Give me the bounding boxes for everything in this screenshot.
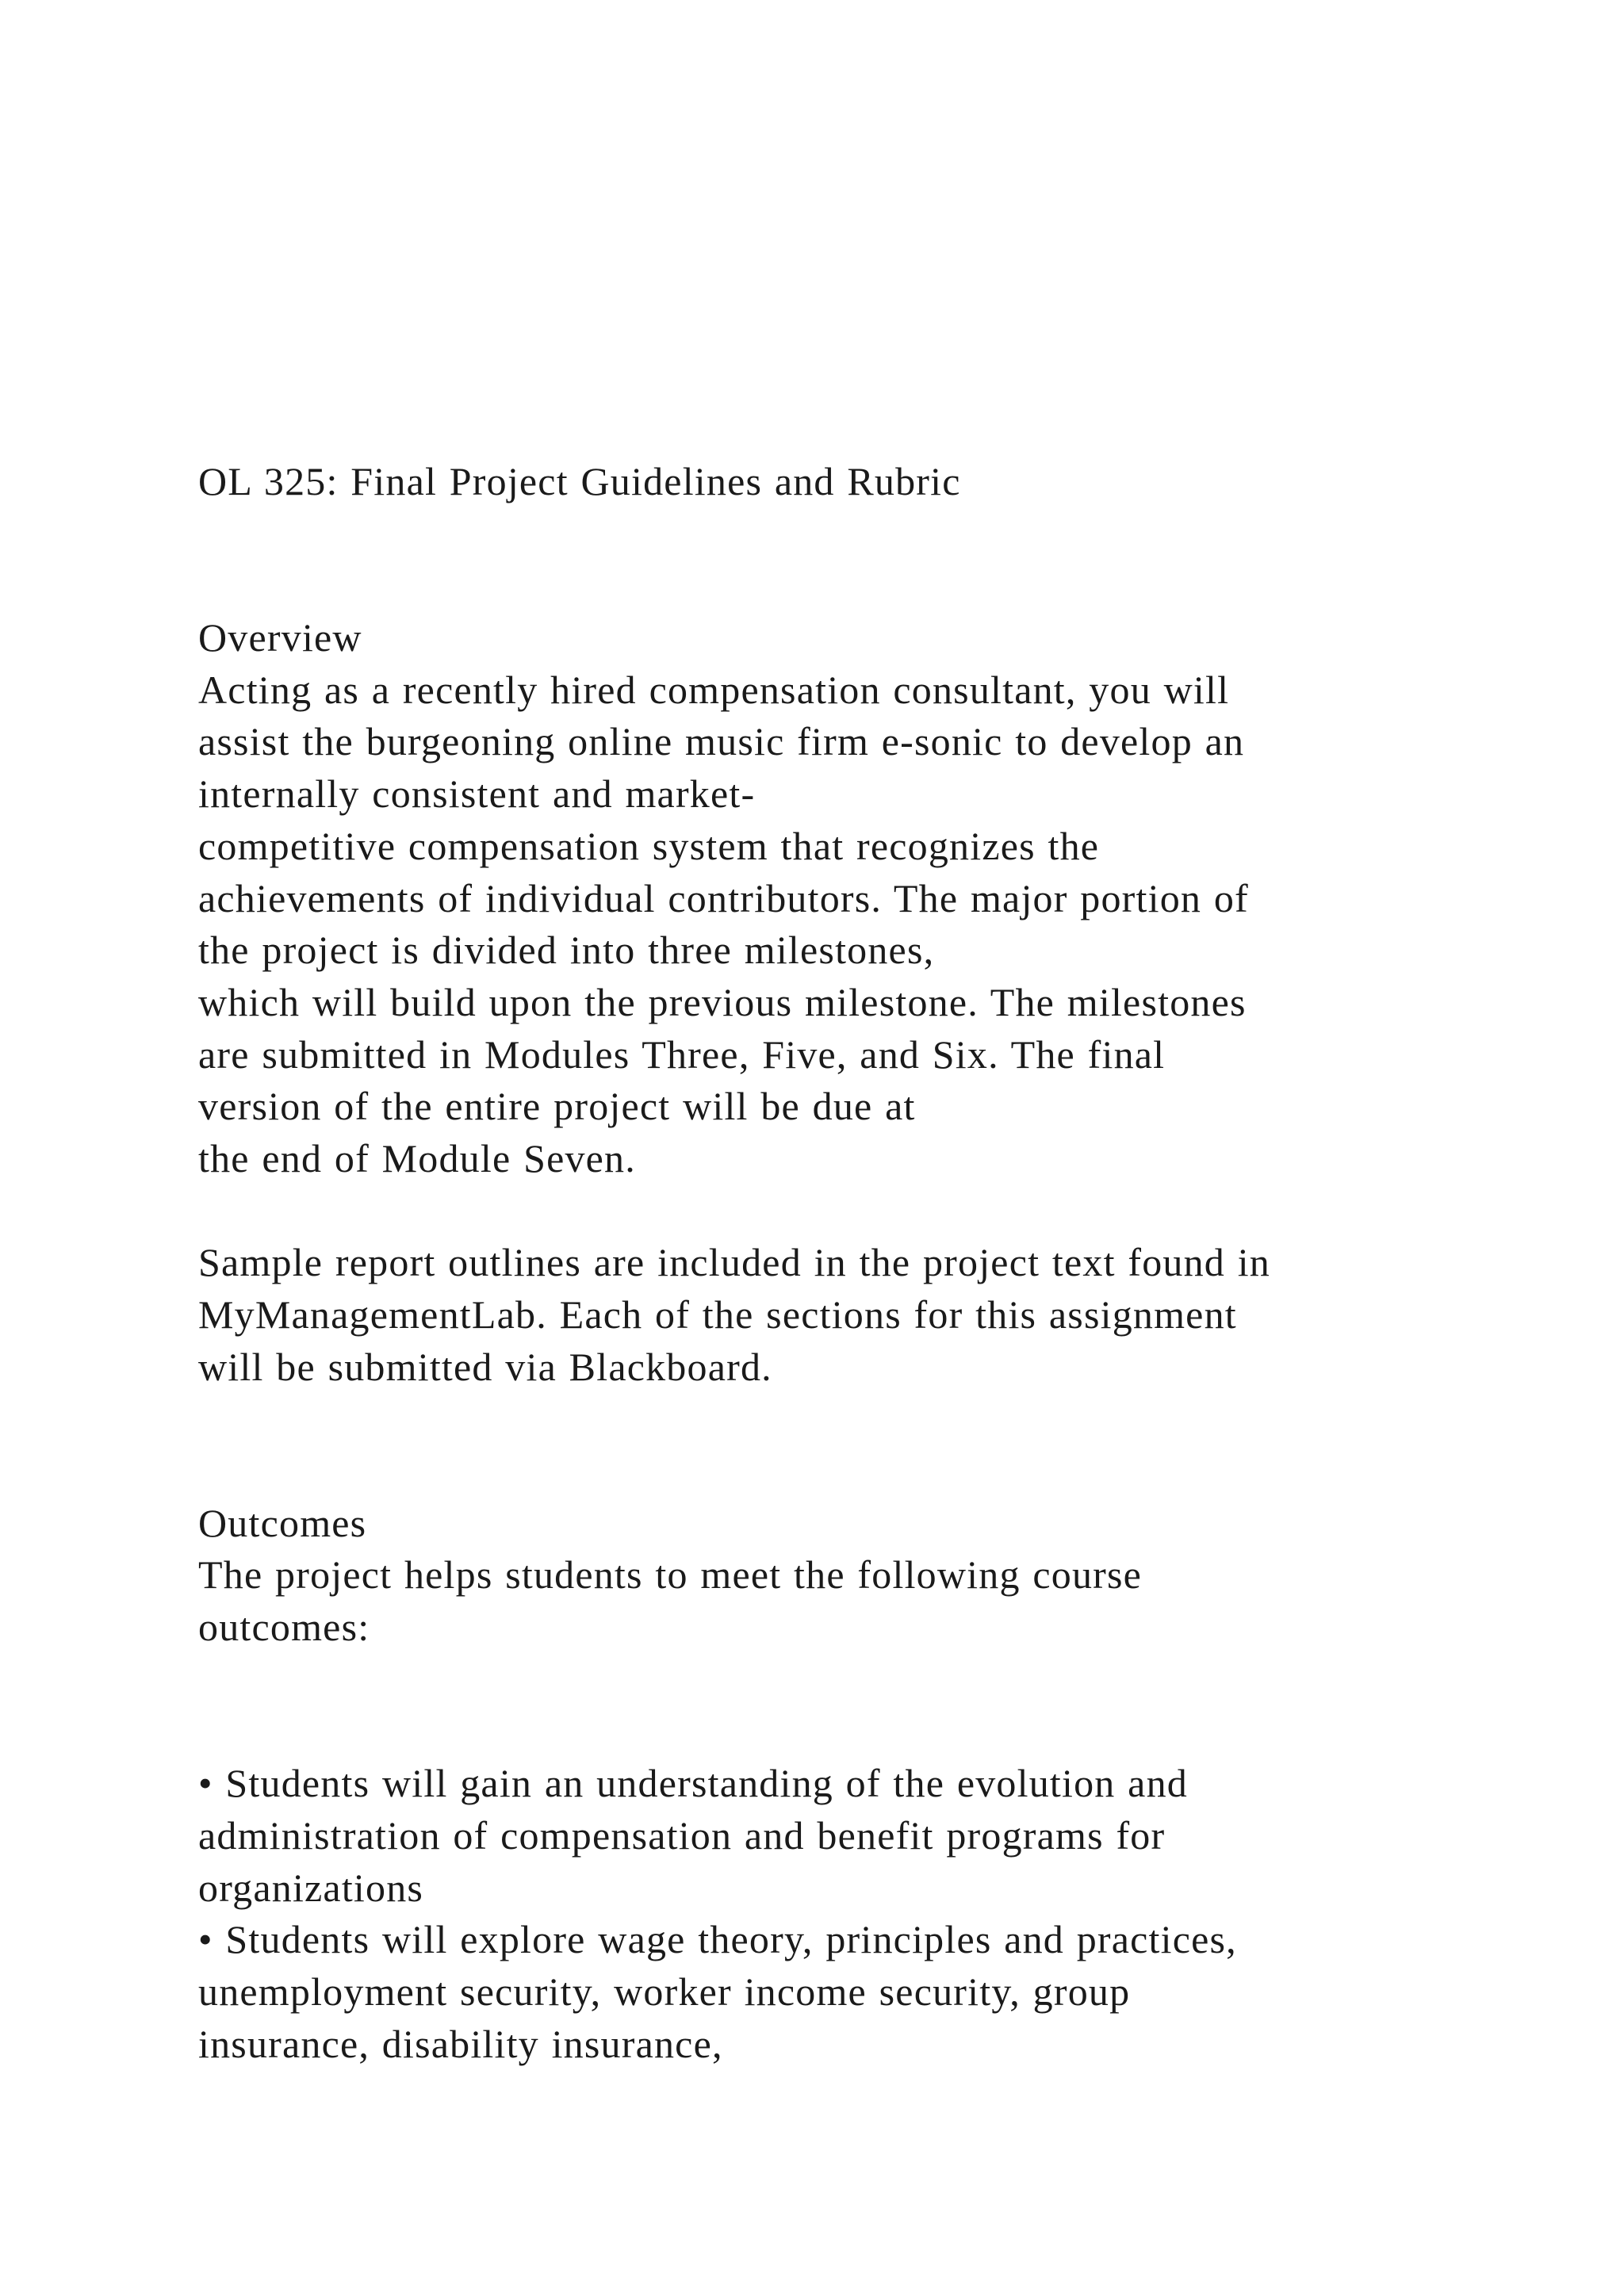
spacer xyxy=(198,1393,1507,1445)
paragraph-line: the end of Module Seven. xyxy=(198,1135,636,1181)
outcome-bullet-2 xyxy=(198,1914,1507,2070)
outcomes-intro xyxy=(198,1549,1507,1653)
bullet-line: • Students will explore wage theory, principles and practices, xyxy=(198,1917,1237,1962)
overview-heading: Overview xyxy=(198,615,362,660)
paragraph-line: Sample report outlines are included in the project text found in xyxy=(198,1240,1270,1285)
paragraph-line: the project is divided into three milestones, xyxy=(198,928,935,973)
outcomes-heading: Outcomes xyxy=(198,1500,367,1545)
overview-paragraph-2 xyxy=(198,1237,1507,1393)
paragraph-line: will be submitted via Blackboard. xyxy=(198,1344,772,1389)
paragraph-line: internally consistent and market- xyxy=(198,771,756,817)
spacer xyxy=(198,560,1507,612)
document-title: OL 325: Final Project Guidelines and Rubric xyxy=(198,459,961,503)
outcome-bullet-1 xyxy=(198,1758,1507,1914)
overview-paragraph-1 xyxy=(198,664,1507,1185)
paragraph-line: outcomes: xyxy=(198,1605,370,1650)
spacer xyxy=(198,1654,1507,1706)
bullet-line: organizations xyxy=(198,1865,424,1910)
paragraph-line: assist the burgeoning online music firm e-sonic to develop an xyxy=(198,719,1245,764)
document-body xyxy=(198,456,1507,2070)
paragraph-line: The project helps students to meet the following course xyxy=(198,1552,1143,1598)
paragraph-line: are submitted in Modules Three, Five, and Six. The final xyxy=(198,1031,1166,1077)
paragraph-line: achievements of individual contributors. The major portion of xyxy=(198,875,1249,920)
spacer xyxy=(198,1185,1507,1238)
spacer xyxy=(198,508,1507,561)
bullet-line: insurance, disability insurance, xyxy=(198,2021,723,2066)
paragraph-line: MyManagementLab. Each of the sections for this assignment xyxy=(198,1292,1237,1337)
paragraph-line: Acting as a recently hired compensation consultant, you will xyxy=(198,667,1230,712)
spacer xyxy=(198,1706,1507,1758)
bullet-line: • Students will gain an understanding of the evolution and xyxy=(198,1761,1188,1806)
paragraph-line: version of the entire project will be due at xyxy=(198,1084,916,1129)
spacer xyxy=(198,1445,1507,1498)
bullet-line: unemployment security, worker income security, group xyxy=(198,1969,1131,2014)
bullet-line: administration of compensation and benefit programs for xyxy=(198,1812,1166,1858)
paragraph-line: which will build upon the previous milestone. The milestones xyxy=(198,979,1247,1024)
paragraph-line: competitive compensation system that recognizes the xyxy=(198,823,1100,868)
